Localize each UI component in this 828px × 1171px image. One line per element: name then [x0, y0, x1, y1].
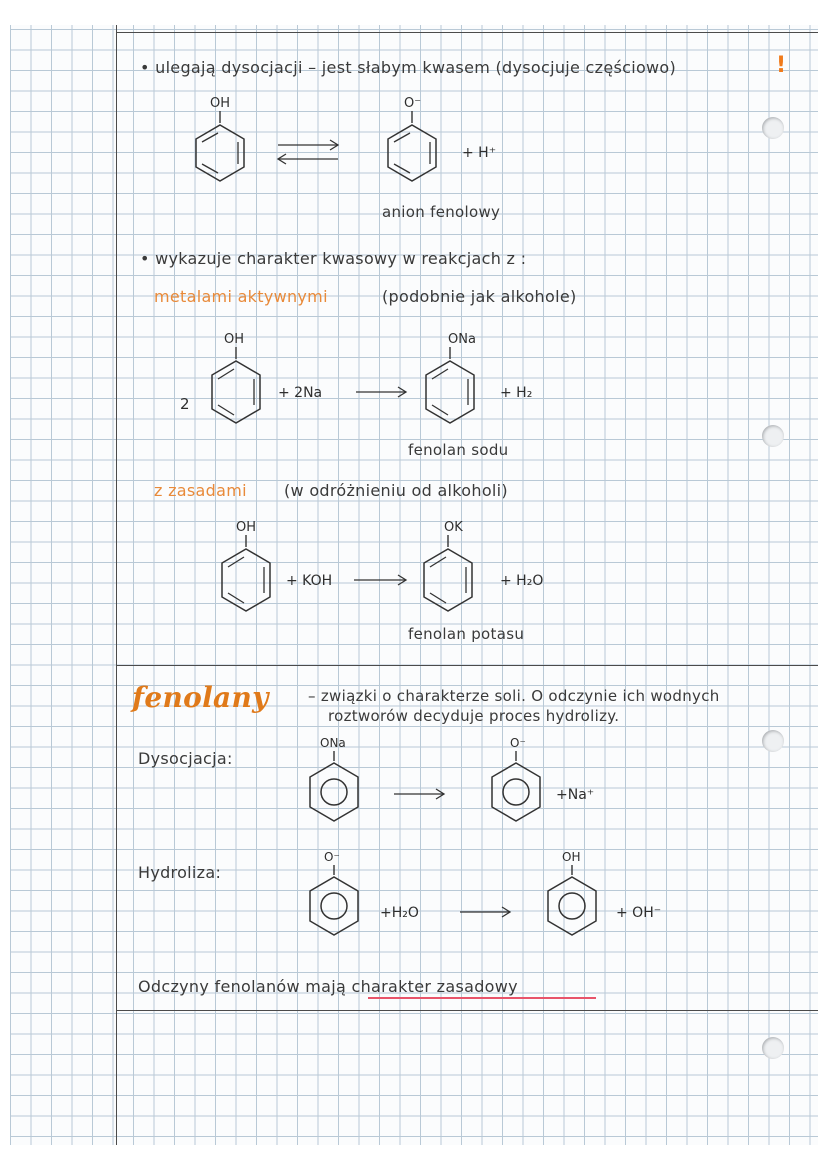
fenolany-definition-1: – związki o charakterze soli. O odczynie ich wodnych [308, 687, 720, 705]
r2-extra-product: + H₂ [500, 385, 533, 401]
r1-product-group: O⁻ [404, 96, 422, 111]
reaction-4-diagram [290, 731, 650, 841]
r3-reactant-group: OH [236, 520, 257, 535]
bases-note: (w odróżnieniu od alkoholi) [284, 481, 508, 500]
top-rule [116, 32, 818, 33]
binder-hole [762, 425, 784, 447]
binder-hole [762, 117, 784, 139]
reaction-5-diagram [290, 845, 710, 955]
dysocjacja-label: Dysocjacja: [138, 749, 233, 768]
section-divider [116, 665, 818, 666]
r2-product-group: ONa [448, 332, 476, 347]
conclusion-underline [368, 997, 596, 999]
reaction-2-diagram [160, 325, 580, 455]
r3-extra-product: + H₂O [500, 573, 544, 589]
r4-reactant-group: ONa [320, 736, 346, 750]
r5-product-group: OH [562, 850, 581, 864]
r3-product-group: OK [444, 520, 463, 535]
fenolany-definition-2: roztworów decyduje proces hydrolizy. [328, 707, 620, 725]
bases-heading: z zasadami [154, 481, 247, 500]
reaction-3-diagram [190, 513, 590, 643]
reaction-1-diagram [190, 89, 570, 229]
potassium-phenolate-label: fenolan potasu [408, 625, 525, 643]
dissociation-note: • ulegają dysocjacji – jest słabym kwasem (dysocjuje częściowo) [140, 58, 677, 77]
hydroliza-label: Hydroliza: [138, 863, 222, 882]
r4-product-group: O⁻ [510, 736, 526, 750]
r1-reactant-group: OH [210, 96, 231, 111]
r2-reagent: + 2Na [278, 385, 323, 401]
metals-heading: metalami aktywnymi [154, 287, 328, 306]
r1-extra-product: + H⁺ [462, 145, 497, 161]
warning-mark: ! [776, 53, 787, 78]
binder-hole [762, 1037, 784, 1059]
margin-line [116, 25, 117, 1145]
r2-coef: 2 [180, 395, 190, 413]
r5-reactant-group: O⁻ [324, 850, 340, 864]
r4-extra-product: +Na⁺ [556, 787, 595, 803]
grid-paper [10, 25, 818, 1145]
sodium-phenolate-label: fenolan sodu [408, 441, 509, 459]
r5-reagent: +H₂O [380, 905, 419, 921]
fenolany-title: fenolany [132, 681, 269, 714]
r3-reagent: + KOH [286, 573, 333, 589]
bottom-rule [116, 1010, 818, 1011]
r5-extra-product: + OH⁻ [616, 905, 662, 921]
conclusion-text: Odczyny fenolanów mają charakter zasadowy [138, 977, 518, 996]
binder-hole [762, 730, 784, 752]
metals-note: (podobnie jak alkohole) [382, 287, 577, 306]
r2-reactant-group: OH [224, 332, 245, 347]
anion-label: anion fenolowy [382, 203, 501, 221]
acidic-character-note: • wykazuje charakter kwasowy w reakcjach z : [140, 249, 527, 268]
